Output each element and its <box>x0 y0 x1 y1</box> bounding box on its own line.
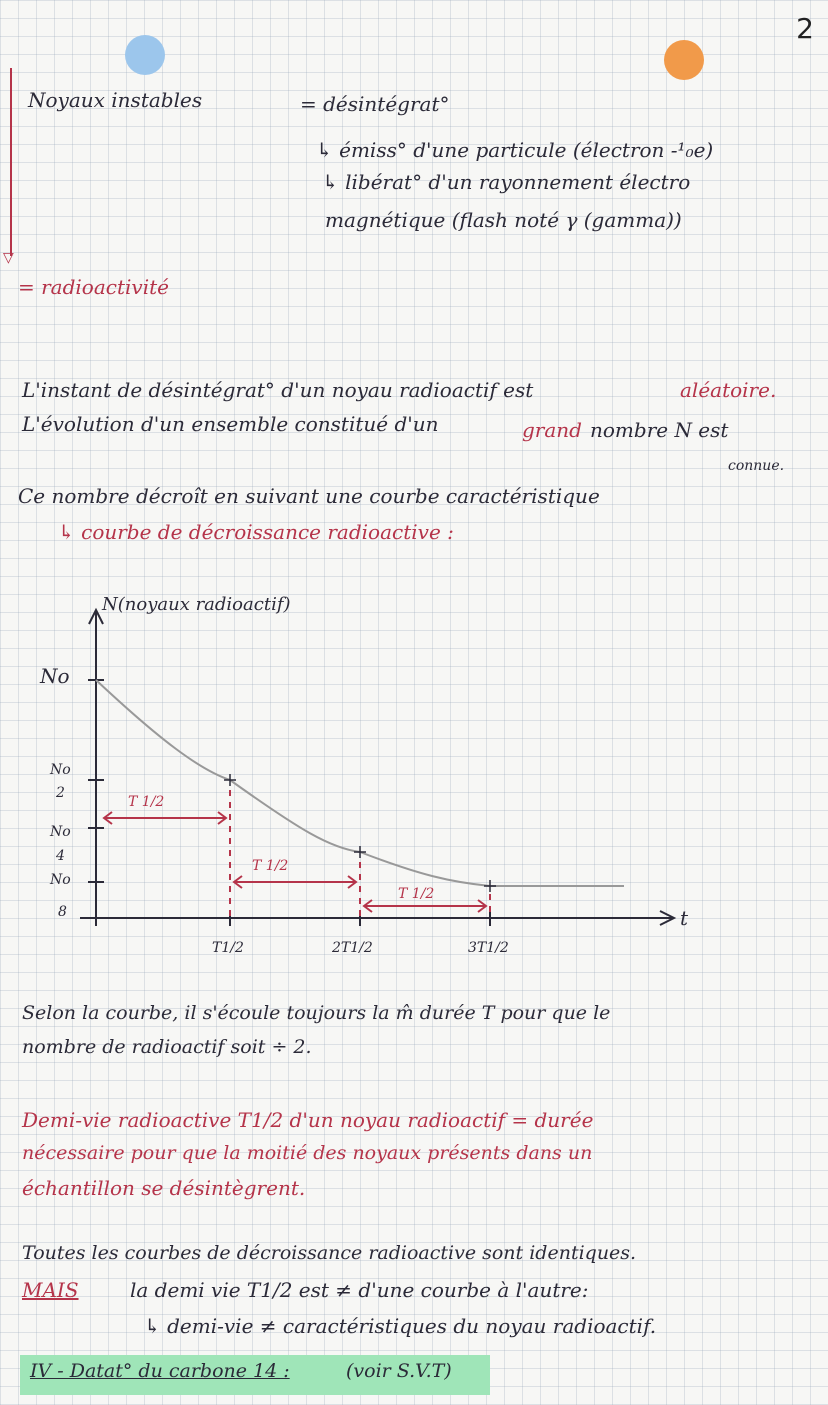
section-title: IV - Datat° du carbone 14 : <box>30 1360 290 1382</box>
para3-line2: nombre de radioactif soit ÷ 2. <box>22 1036 312 1058</box>
para2-line1: Ce nombre décroît en suivant une courbe caractéristique <box>18 484 600 508</box>
graph-x-tick-1: T1/2 <box>212 940 244 956</box>
conclusion-line1: Toutes les courbes de décroissance radioactive sont identiques. <box>22 1242 637 1264</box>
radioactivity-label: = radioactivité <box>18 275 169 299</box>
definition-line3: échantillon se désintègrent. <box>22 1176 306 1200</box>
graph-y-n0-4-num: No <box>50 824 71 840</box>
conclusion-line2: la demi vie T1/2 est ≠ d'une courbe à l'autre: <box>130 1278 589 1302</box>
para1-line2c: nombre N est <box>590 418 729 442</box>
interval-label-1: T 1/2 <box>128 794 165 810</box>
page-number: 2 <box>796 12 814 45</box>
interval-label-2: T 1/2 <box>252 858 289 874</box>
definition-line1: Demi-vie radioactive T1/2 d'un noyau radioactif = durée <box>22 1108 594 1132</box>
margin-arrow-head: ▽ <box>3 250 14 266</box>
definition-line2: nécessaire pour que la moitié des noyaux présents dans un <box>22 1142 593 1164</box>
intro-equals: = désintégrat° <box>300 92 450 116</box>
intro-bullet-1: ↳ émiss° d'une particule (électron -¹₀e) <box>316 138 714 162</box>
para1-line2b: grand <box>522 418 582 442</box>
conclusion-line3: ↳ demi-vie ≠ caractéristiques du noyau radioactif. <box>144 1314 657 1338</box>
intro-bullet-2b: magnétique (flash noté γ (gamma)) <box>325 208 682 232</box>
conclusion-mais: MAIS <box>22 1278 79 1302</box>
interval-label-3: T 1/2 <box>398 886 435 902</box>
graph-y-n0-8-num: No <box>50 872 71 888</box>
para2-line2: ↳ courbe de décroissance radioactive : <box>58 520 454 544</box>
graph-y-n0-4-den: 4 <box>56 848 65 864</box>
para1-line1b: aléatoire. <box>680 378 777 402</box>
para1-line3: connue. <box>728 458 785 474</box>
graph-x-tick-3: 3T1/2 <box>468 940 509 956</box>
graph-x-tick-2: 2T1/2 <box>332 940 373 956</box>
para1-line2a: L'évolution d'un ensemble constitué d'un <box>22 412 439 436</box>
section-note: (voir S.V.T) <box>346 1360 452 1382</box>
para1-line1a: L'instant de désintégrat° d'un noyau radioactif est <box>22 378 534 402</box>
graph-y-n0-2-den: 2 <box>56 785 65 801</box>
intro-bullet-2: ↳ libérat° d'un rayonnement électro <box>322 170 691 194</box>
graph-y-n0-8-den: 8 <box>58 904 67 920</box>
graph-x-label: t <box>680 906 689 930</box>
graph-y-title: N(noyaux radioactif) <box>102 594 291 615</box>
graph-y-n0-2-num: No <box>50 762 71 778</box>
graph-y-n0: No <box>40 664 70 688</box>
para3-line1: Selon la courbe, il s'écoule toujours la m̂ durée T pour que le <box>22 1002 611 1024</box>
intro-left: Noyaux instables <box>28 88 203 112</box>
